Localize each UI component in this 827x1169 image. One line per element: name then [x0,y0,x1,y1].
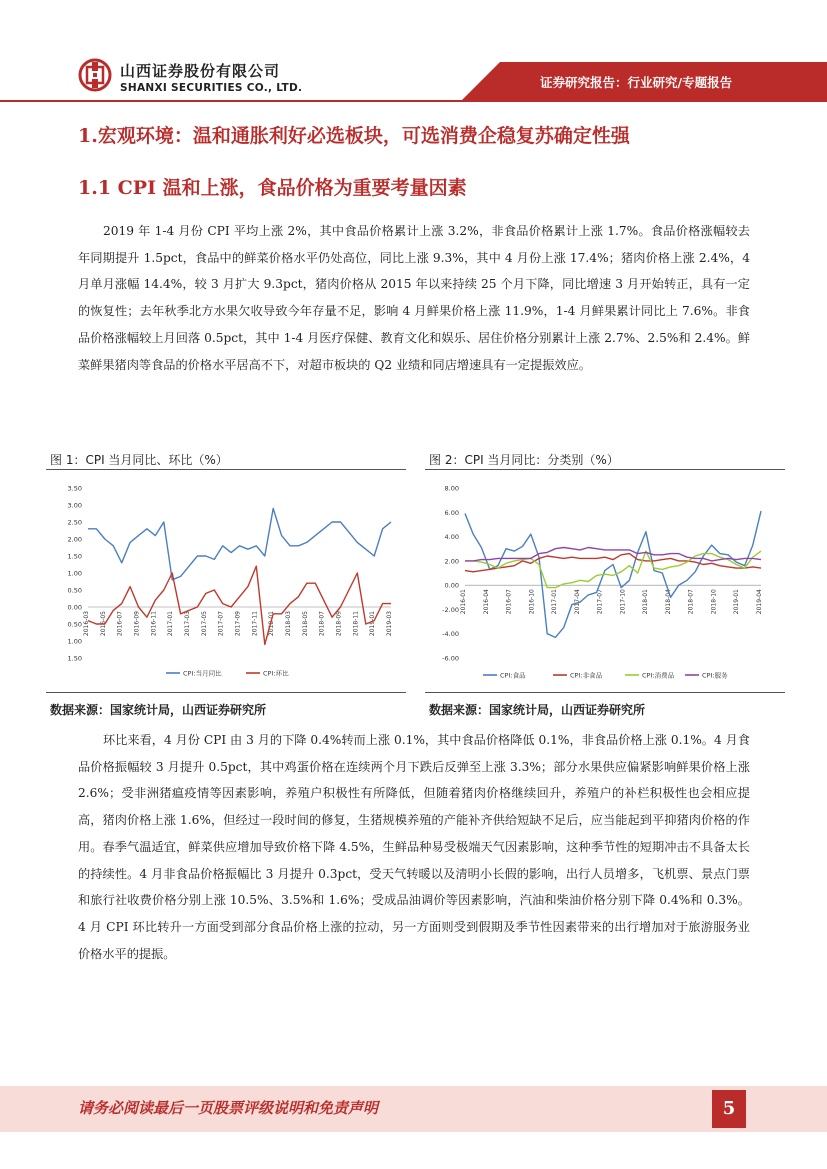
figure-2-top-rule [425,469,785,470]
y-tick-label: 0.00 [67,603,82,612]
y-tick-label: 0.00 [444,581,459,590]
paragraph-2-text: 环比来看，4 月份 CPI 由 3 月的下降 0.4%转而上涨 0.1%，其中食品价格降低 0.1%，非食品价格上涨 0.1%。4 月食品价格振幅较 3 月提升 0.5pct，其中鸡蛋价格在连续两个月下跌后反弹至上涨 3.3%；部分水果供应偏紧影响鲜果价格上涨 2.6%；受非洲猪瘟疫情等因素影响，养殖户积极性有所降低，但随着猪肉价格继续回升，养殖户的补栏积极性也会相应提高，猪肉价格上涨 1.6%，但经过一段时间的修复，生猪规模养殖的产能补齐供给短缺不足后，应当能起到平抑猪肉价格的作用。春季气温适宜，鲜菜供应增加导致价格下降 4.5%，生鲜品种易受极端天气因素影响，这种季节性的短期冲击不具备太长的持续性。4 月非食品价格振幅比 3 月提升 0.3pct，受天气转暖以及清明小长假的影响，出行人员增多，飞机票、景点门票和旅行社收费价格分别上涨 10.5%、3.5%和 1.6%；受成品油调价等因素影响，汽油和柴油价格分别下降 0.4%和 0.3%。4 月 CPI 环比转升一方面受到部分食品价格上涨的拉动，另一方面则受到假期及季节性因素带来的出行增加对于旅游服务业价格水平的提振。 [78,733,750,961]
y-tick-label: -2.00 [442,605,459,614]
company-name-cn: 山西证券股份有限公司 [120,62,281,80]
series-line-1 [88,508,391,579]
x-tick-label: 2018-07 [318,611,326,637]
x-tick-label: 2017-01 [551,589,559,615]
figure-2-chart [425,476,785,686]
y-tick-label: 3.50 [67,484,82,493]
legend-label-1: CPI:当月同比 [183,669,222,678]
y-tick-label: 1.50 [67,654,82,663]
x-tick-label: 2017-04 [573,589,581,615]
series-line-3 [465,551,761,588]
legend-label-4: CPI:服务 [702,671,728,680]
x-tick-label: 2016-10 [528,589,536,615]
y-tick-label: 1.00 [67,637,82,646]
body-paragraph-1 [78,218,750,378]
x-tick-label: 2017-09 [234,611,242,637]
x-tick-label: 2017-11 [251,611,259,637]
footer-disclaimer: 请务必阅读最后一页股票评级说明和免责声明 [78,1099,379,1117]
legend-label-2: CPI:环比 [263,669,289,678]
x-tick-label: 2017-05 [200,611,208,637]
x-tick-label: 2018-10 [710,589,718,615]
y-tick-label: 3.00 [67,501,82,510]
figure-2-title: 图 2：CPI 当月同比：分类别（%） [429,453,619,467]
legend-label-2: CPI:非食品 [570,671,603,680]
x-tick-label: 2016-04 [482,589,490,615]
y-tick-label: 1.00 [67,569,82,578]
x-tick-label: 2017-01 [167,611,175,637]
company-name-en: SHANXI SECURITIES CO., LTD. [120,82,303,94]
figure-1-title: 图 1：CPI 当月同比、环比（%） [50,453,228,467]
y-tick-label: 2.00 [67,535,82,544]
y-tick-label: 2.50 [67,518,82,527]
report-type: 证券研究报告：行业研究/专题报告 [540,75,733,90]
x-tick-label: 2016-07 [505,589,513,615]
y-tick-label: 1.50 [67,552,82,561]
x-tick-label: 2016-11 [150,611,158,637]
y-tick-label: 0.50 [67,586,82,595]
y-tick-label: 6.00 [444,508,459,517]
x-tick-label: 2018-05 [301,611,309,637]
x-tick-label: 2018-04 [664,589,672,615]
page-number: 5 [712,1090,746,1128]
section-heading: 1.宏观环境：温和通胀利好必选板块，可选消费企稳复苏确定性强 [78,125,630,147]
figure-1-source: 数据来源：国家统计局，山西证券研究所 [50,703,267,717]
legend-label-3: CPI:消费品 [642,671,675,680]
body-paragraph-2 [78,727,750,967]
subsection-heading: 1.1 CPI 温和上涨，食品价格为重要考量因素 [78,177,467,199]
y-tick-label: 8.00 [444,484,459,493]
x-tick-label: 2016-03 [83,611,90,637]
x-tick-label: 2018-11 [352,611,360,637]
y-tick-label: 4.00 [444,533,459,542]
x-tick-label: 2016-09 [133,611,141,637]
figure-1-chart [46,476,406,686]
x-tick-label: 2019-04 [756,589,763,615]
legend-label-1: CPI:食品 [500,671,526,680]
x-tick-label: 2018-01 [268,611,276,637]
series-line-1 [465,511,761,637]
x-tick-label: 2018-09 [335,611,343,637]
y-tick-label: 2.00 [444,557,459,566]
figure-2-bottom-rule [425,692,785,693]
x-tick-label: 2019-01 [733,589,741,615]
x-tick-label: 2017-10 [619,589,627,615]
x-tick-label: 2016-07 [116,611,124,637]
y-tick-label: -4.00 [442,630,459,639]
x-tick-label: 2017-07 [217,611,225,637]
x-tick-label: 2016-01 [460,589,467,615]
x-tick-label: 2018-07 [687,589,695,615]
header-rule [0,100,827,102]
x-tick-label: 2017-03 [184,611,191,637]
figure-2-source: 数据来源：国家统计局，山西证券研究所 [429,703,646,717]
x-tick-label: 2017-07 [596,589,604,615]
x-tick-label: 2019-01 [369,611,377,637]
x-tick-label: 2018-03 [285,611,292,637]
figure-1-top-rule [46,469,406,470]
y-tick-label: 0.50 [67,620,82,629]
x-tick-label: 2016-05 [99,611,107,637]
y-tick-label: -6.00 [442,654,459,663]
figure-1-bottom-rule [46,692,406,693]
x-tick-label: 2019-03 [386,611,393,637]
paragraph-1-text: 2019 年 1-4 月份 CPI 平均上涨 2%，其中食品价格累计上涨 3.2%，非食品价格累计上涨 1.7%。食品价格涨幅较去年同期提升 1.5pct，食品中的鲜菜价格水平仍处高位，同比上涨 9.3%，其中 4 月份上涨 17.4%；猪肉价格上涨 2.4%，4 月单月涨幅 14.4%，较 3 月扩大 9.3pct，猪肉价格从 2015 年以来持续 25 个月下降，同比增速 3 月开始转正，具有一定的恢复性；去年秋季北方水果欠收导致今年存量不足，影响 4 月鲜果价格上涨 11.9%，1-4 月鲜果累计同比上 7.6%。非食品价格涨幅较上月回落 0.5pct，其中 1-4 月医疗保健、教育文化和娱乐、居住价格分别累计上涨 2.7%、2.5%和 2.4%。鲜菜鲜果猪肉等食品的价格水平居高不下，对超市板块的 Q2 业绩和同店增速具有一定提振效应。 [78,224,750,372]
x-tick-label: 2018-01 [642,589,650,615]
company-logo [78,58,112,92]
